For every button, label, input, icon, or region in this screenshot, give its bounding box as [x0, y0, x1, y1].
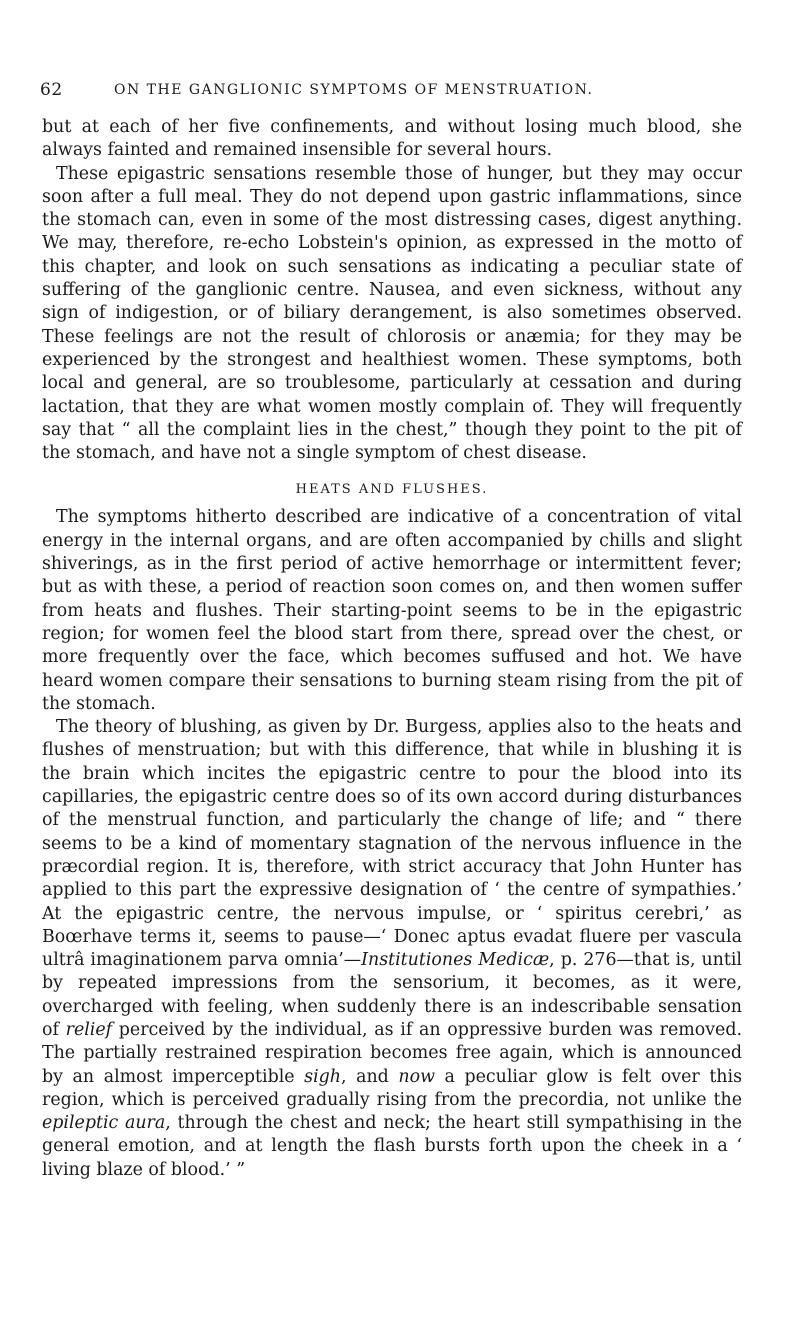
emphasis-sigh: sigh — [304, 1066, 341, 1087]
paragraph-theory-of-blushing — [42, 716, 742, 1182]
page-number: 62 — [40, 80, 63, 100]
text-run: The theory of blushing, as given by Dr. Burgess, applies also to the heats and flushes of menstruation; but with this difference, that while in blushing it is the brain which incites the epigastric centre to pour the blood into its capillaries, the epigastric centre does so of its own accord during disturbances of the menstrual function, and particularly the change of life; and “ there seems to be a kind of momentary stagnation of the nervous influence in the præcordial region. It is, therefore, with strict accuracy that John Hunter has applied to this part the expressive designation of ‘ the centre of sympathies.’ At the epigastric centre, the nervous impulse, or ‘ spiritus cerebri,’ as Boœrhave terms it, seems to pause—‘ Donec aptus evadat fluere per vascula ultrâ imaginationem parva omnia’— — [42, 717, 742, 971]
emphasis-now: now — [398, 1066, 435, 1087]
text-run: perceived by the individual, as if an oppressive burden was removed. The partially restrained respiration becomes free again, which is announced by an almost imperceptible — [42, 1019, 743, 1087]
running-head-title: ON THE GANGLIONIC SYMPTOMS OF MENSTRUATION. — [114, 82, 594, 98]
paragraph-epigastric-sensations: These epigastric sensations resemble those of hunger, but they may occur soon after a full meal. They do not depend upon gastric inflammations, since the stomach can, even in some of the most distressing cases, digest anything. We may, therefore, re-echo Lobstein's opinion, as expressed in the motto of this chapter, and look on such sensations as indicating a peculiar state of suffering of the ganglionic centre. Nausea, and even sickness, without any sign of indigestion, or of biliary derangement, is also sometimes observed. These feelings are not the result of chlorosis or anæmia; for they may be experienced by the strongest and healthiest women. These symptoms, both local and general, are so troublesome, particularly at cessation and during lactation, that they are what women mostly complain of. They will frequently say that “ all the complaint lies in the chest,” though they point to the pit of the stomach, and have not a single symptom of chest disease. — [42, 163, 742, 464]
text-run: a peculiar glow is felt over this region, which is perceived gradually rising from the precordia, not unlike the — [42, 1066, 742, 1110]
book-page — [40, 0, 770, 1344]
section-heading: HEATS AND FLUSHES. — [295, 482, 489, 498]
body-text — [42, 116, 742, 1182]
text-run: , and — [341, 1066, 399, 1087]
running-head — [40, 80, 770, 104]
emphasis-epileptic-aura: epileptic aura — [42, 1113, 166, 1134]
emphasis-relief: relief — [65, 1019, 113, 1040]
text-run: , p. 276—that is, until by repeated impressions from the sensorium, it becomes, as it were, overcharged with feeling, when suddenly there is an indescribable sensation of — [42, 950, 742, 1040]
paragraph-heats-flushes: The symptoms hitherto described are indicative of a concentration of vital energy in the internal organs, and are often accompanied by chills and slight shiverings, as in the first period of active hemorrhage or intermittent fever; but as with these, a period of reaction soon comes on, and then women suffer from heats and flushes. Their starting-point seems to be in the epigastric region; for women feel the blood start from there, spread over the chest, or more frequently over the face, which becomes suffused and hot. We have heard women compare their sensations to burning steam rising from the pit of the stomach. — [42, 507, 742, 714]
text-run: , through the chest and neck; the heart still sympathising in the general emotion, and at length the flash bursts forth upon the cheek in a ‘ living blaze of blood.’ ” — [42, 1113, 743, 1180]
citation-title: Institutiones Medicæ — [361, 950, 550, 971]
paragraph-continued: but at each of her five confinements, and without losing much blood, she always fainted and remained insensible for several hours. — [42, 117, 742, 161]
